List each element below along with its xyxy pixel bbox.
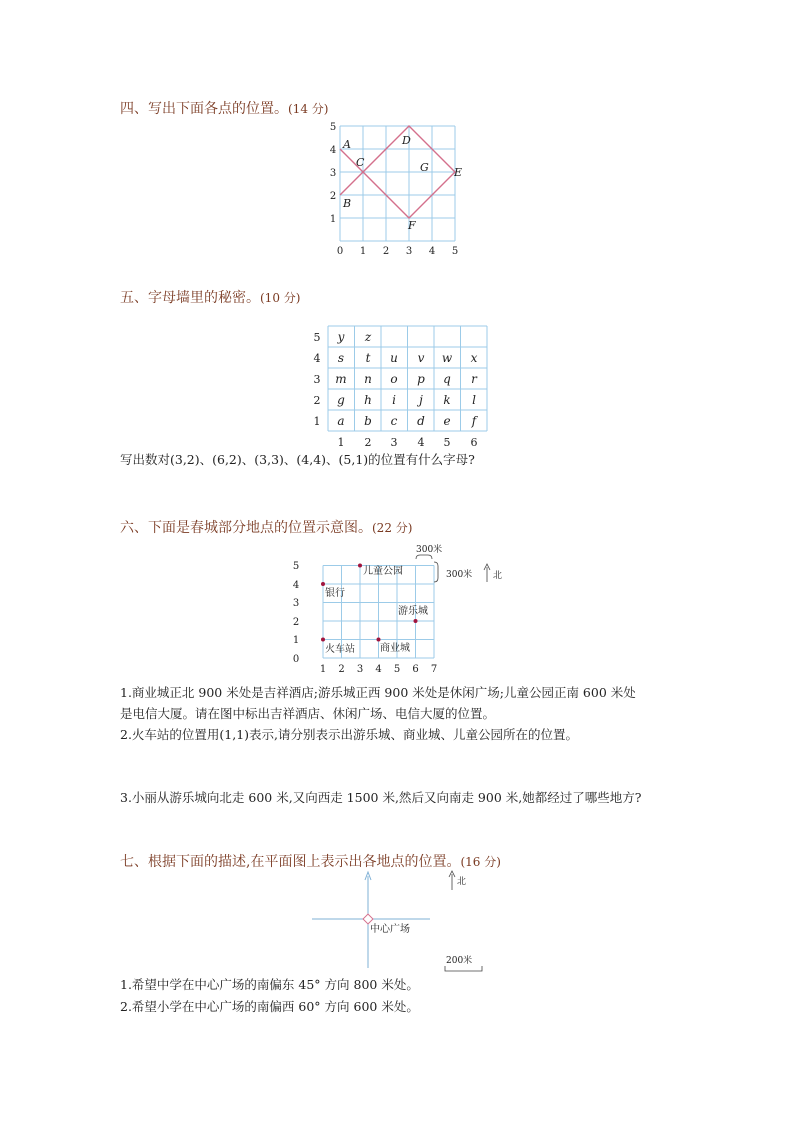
y-tick: 3 <box>292 598 300 609</box>
point-label-b: B <box>343 197 352 210</box>
center-label: 中心广场 <box>370 924 410 935</box>
letter-cell: a <box>337 414 345 428</box>
letter-cell: p <box>417 372 425 386</box>
city-map <box>288 540 518 678</box>
y-tick: 1 <box>329 214 337 225</box>
place-bank: 银行 <box>325 588 345 599</box>
letter-cell: l <box>472 393 476 407</box>
letter-cell: v <box>417 351 425 365</box>
letter-cell: u <box>390 351 398 365</box>
letter-cell: w <box>441 351 453 365</box>
row-label: 5 <box>313 331 321 344</box>
x-tick: 3 <box>405 246 413 257</box>
place-station: 火车站 <box>325 644 355 655</box>
letter-cell: q <box>443 372 451 386</box>
letter-cell: m <box>335 372 347 386</box>
letter-cell: r <box>471 372 477 386</box>
letter-cell: h <box>364 393 372 407</box>
scale-label-v: 300米 <box>446 570 473 580</box>
letter-cell: j <box>419 393 423 407</box>
north-label: 北 <box>493 571 503 581</box>
row-label: 4 <box>313 352 321 365</box>
row-label: 3 <box>313 373 321 386</box>
col-label: 3 <box>390 436 398 449</box>
y-tick: 2 <box>292 617 300 628</box>
y-tick: 4 <box>292 580 300 591</box>
letter-cell: x <box>470 351 478 365</box>
section7-q2: 2.希望小学在中心广场的南偏西 60° 方向 600 米处。 <box>120 999 419 1014</box>
section6-q1-line2: 是电信大厦。请在图中标出吉祥酒店、休闲广场、电信大厦的位置。 <box>120 706 496 721</box>
y-tick: 2 <box>329 191 337 202</box>
x-tick: 1 <box>319 664 327 675</box>
section7-heading: 七、根据下面的描述,在平面图上表示出各地点的位置。(16 分) <box>120 854 501 870</box>
x-tick: 0 <box>336 246 344 257</box>
station-dot <box>321 638 325 642</box>
section6-q2: 2.火车站的位置用(1,1)表示,请分别表示出游乐城、商业城、儿童公园所在的位置。 <box>120 727 579 742</box>
point-label-f: F <box>408 219 416 232</box>
section5-heading: 五、字母墙里的秘密。(10 分) <box>120 290 301 306</box>
letter-cell: d <box>417 414 425 428</box>
letter-cell: g <box>337 393 345 407</box>
x-tick: 5 <box>393 664 401 675</box>
section6-heading: 六、下面是春城部分地点的位置示意图。(22 分) <box>120 520 413 536</box>
section4-heading: 四、写出下面各点的位置。(14 分) <box>120 101 329 117</box>
point-label-c: C <box>356 156 365 169</box>
letter-cell: y <box>337 330 345 344</box>
y-tick: 5 <box>292 561 300 572</box>
letter-cell: k <box>443 393 451 407</box>
y-tick: 1 <box>292 635 300 646</box>
x-tick: 4 <box>375 664 382 675</box>
point-label-d: D <box>402 134 411 147</box>
commercial-dot <box>377 638 381 642</box>
scale-bracket-v <box>434 562 438 582</box>
park-dot <box>358 564 362 568</box>
letter-cell: b <box>364 414 372 428</box>
x-tick: 3 <box>356 664 364 675</box>
compass-plan <box>300 864 490 974</box>
letter-cell: z <box>364 330 372 344</box>
center-marker <box>363 914 373 924</box>
x-tick: 1 <box>359 246 367 257</box>
section6-q3: 3.小丽从游乐城向北走 600 米,又向西走 1500 米,然后又向南走 900 米,她都经过了哪些地方? <box>120 790 642 805</box>
letter-cell: c <box>390 414 398 428</box>
y-tick: 4 <box>329 145 337 156</box>
x-tick: 2 <box>338 664 345 675</box>
section7-q1: 1.希望中学在中心广场的南偏东 45° 方向 800 米处。 <box>120 977 419 992</box>
row-label: 2 <box>313 394 321 407</box>
x-tick: 2 <box>382 246 390 257</box>
coordinate-grid-4 <box>320 118 480 260</box>
letter-cell: i <box>392 393 396 407</box>
bank-dot <box>321 582 325 586</box>
section6-q1-line1: 1.商业城正北 900 米处是吉祥酒店;游乐城正西 900 米处是休闲广场;儿童公园正南 600 米处 <box>120 685 636 700</box>
letter-cell: t <box>365 351 371 365</box>
letter-cell: s <box>337 351 345 365</box>
letter-cell: f <box>471 414 477 428</box>
col-label: 4 <box>417 436 425 449</box>
point-label-g: G <box>420 161 429 174</box>
letter-cell: n <box>364 372 372 386</box>
x-tick: 5 <box>451 246 459 257</box>
col-label: 5 <box>443 436 451 449</box>
row-label: 1 <box>313 415 321 428</box>
x-tick: 6 <box>412 664 419 675</box>
scale-bracket-h <box>416 555 432 559</box>
north-label: 北 <box>457 877 467 887</box>
y-tick: 0 <box>292 654 300 665</box>
letter-wall-grid <box>306 322 496 452</box>
point-label-a: A <box>343 138 351 151</box>
col-label: 6 <box>470 436 478 449</box>
letter-cell: e <box>443 414 451 428</box>
amusement-dot <box>414 619 418 623</box>
point-label-e: E <box>454 166 463 179</box>
section5-question: 写出数对(3,2)、(6,2)、(3,3)、(4,4)、(5,1)的位置有什么字母? <box>120 452 475 467</box>
x-tick: 7 <box>430 664 438 675</box>
scale-label-h: 300米 <box>416 545 443 555</box>
col-label: 2 <box>364 436 372 449</box>
letter-cell: o <box>390 372 398 386</box>
y-tick: 3 <box>329 168 337 179</box>
scale-bar <box>445 966 482 971</box>
x-tick: 4 <box>428 246 436 257</box>
col-label: 1 <box>337 436 345 449</box>
y-tick: 5 <box>329 122 337 133</box>
place-park: 儿童公园 <box>363 566 403 577</box>
place-commercial: 商业城 <box>380 643 410 654</box>
place-amusement: 游乐城 <box>398 606 428 617</box>
scale-label: 200米 <box>446 956 473 966</box>
